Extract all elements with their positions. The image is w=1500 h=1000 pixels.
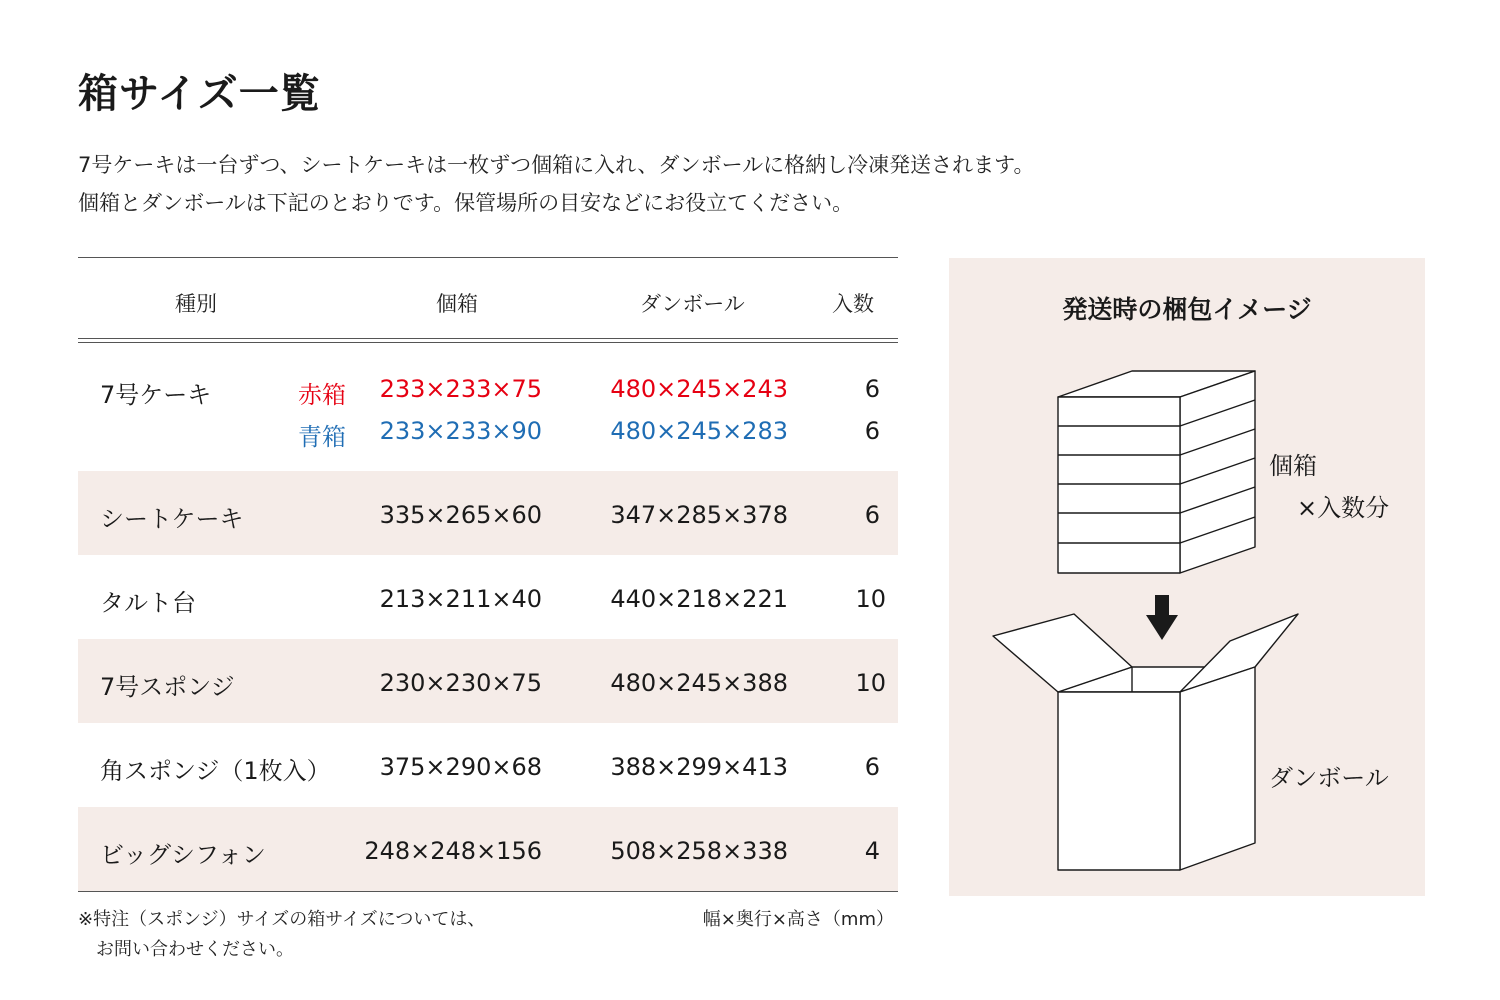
row-qty: 10 (855, 585, 886, 613)
row-carton-size: 388×299×413 (610, 753, 788, 781)
box-label: 個箱 (1269, 452, 1317, 480)
panel-title: 発送時の梱包イメージ (1062, 295, 1312, 324)
blue-box-size: 233×233×90 (379, 417, 542, 445)
table-row (78, 723, 898, 807)
row-box-size: 335×265×60 (379, 501, 542, 529)
row-name: ビッグシフォン (100, 841, 266, 869)
packing-image-panel (949, 258, 1425, 896)
row-carton-size: 440×218×221 (610, 585, 788, 613)
table-row (78, 343, 898, 471)
row-name: 7号スポンジ (100, 673, 235, 701)
red-carton-size: 480×245×243 (610, 375, 788, 403)
row-carton-size: 508×258×338 (610, 837, 788, 865)
row-qty: 4 (864, 837, 880, 865)
table-bottom-rule (78, 891, 898, 892)
intro-text (78, 146, 1034, 222)
header-type: 種別 (175, 292, 217, 316)
table-header (78, 258, 898, 338)
table-row (78, 639, 898, 723)
row-qty: 6 (864, 753, 880, 781)
row-name: タルト台 (100, 589, 196, 617)
red-box-label: 赤箱 (298, 381, 346, 409)
carton-label: ダンボール (1269, 764, 1389, 792)
table-row (78, 471, 898, 555)
row-carton-size: 480×245×388 (610, 669, 788, 697)
header-box: 個箱 (436, 292, 478, 316)
note-line-1: ※特注（スポンジ）サイズの箱サイズについては、 (78, 909, 486, 930)
box-size-table (78, 257, 898, 892)
row-name: シートケーキ (100, 505, 244, 533)
header-carton: ダンボール (640, 292, 745, 316)
stacked-boxes-illustration (1058, 371, 1255, 573)
row-box-size: 248×248×156 (364, 837, 542, 865)
row-carton-size: 347×285×378 (610, 501, 788, 529)
blue-qty: 6 (864, 417, 880, 445)
blue-box-label: 青箱 (298, 423, 346, 451)
blue-carton-size: 480×245×283 (610, 417, 788, 445)
row-qty: 10 (855, 669, 886, 697)
note-line-2: お問い合わせください。 (96, 939, 294, 960)
row-box-size: 375×290×68 (379, 753, 542, 781)
unit-label: 幅×奥行×高さ（mm） (702, 909, 894, 930)
qty-label: ×入数分 (1297, 494, 1390, 522)
red-qty: 6 (864, 375, 880, 403)
down-arrow-icon (1146, 595, 1178, 640)
header-qty: 入数 (832, 292, 874, 316)
row-name: 角スポンジ（1枚入） (100, 757, 331, 785)
row-qty: 6 (864, 501, 880, 529)
intro-line-2: 個箱とダンボールは下記のとおりです。保管場所の目安などにお役立てください。 (78, 191, 854, 215)
table-row (78, 555, 898, 639)
open-carton-illustration (993, 614, 1298, 870)
page-title: 箱サイズ一覧 (78, 71, 321, 117)
packing-illustration (949, 258, 1425, 896)
table-row (78, 807, 898, 891)
custom-size-note (78, 905, 485, 965)
row-box-size: 213×211×40 (379, 585, 542, 613)
row-name: 7号ケーキ (100, 381, 212, 409)
row-box-size: 230×230×75 (379, 669, 542, 697)
red-box-size: 233×233×75 (379, 375, 542, 403)
intro-line-1: 7号ケーキは一台ずつ、シートケーキは一枚ずつ個箱に入れ、ダンボールに格納し冷凍発送されます。 (78, 153, 1035, 177)
